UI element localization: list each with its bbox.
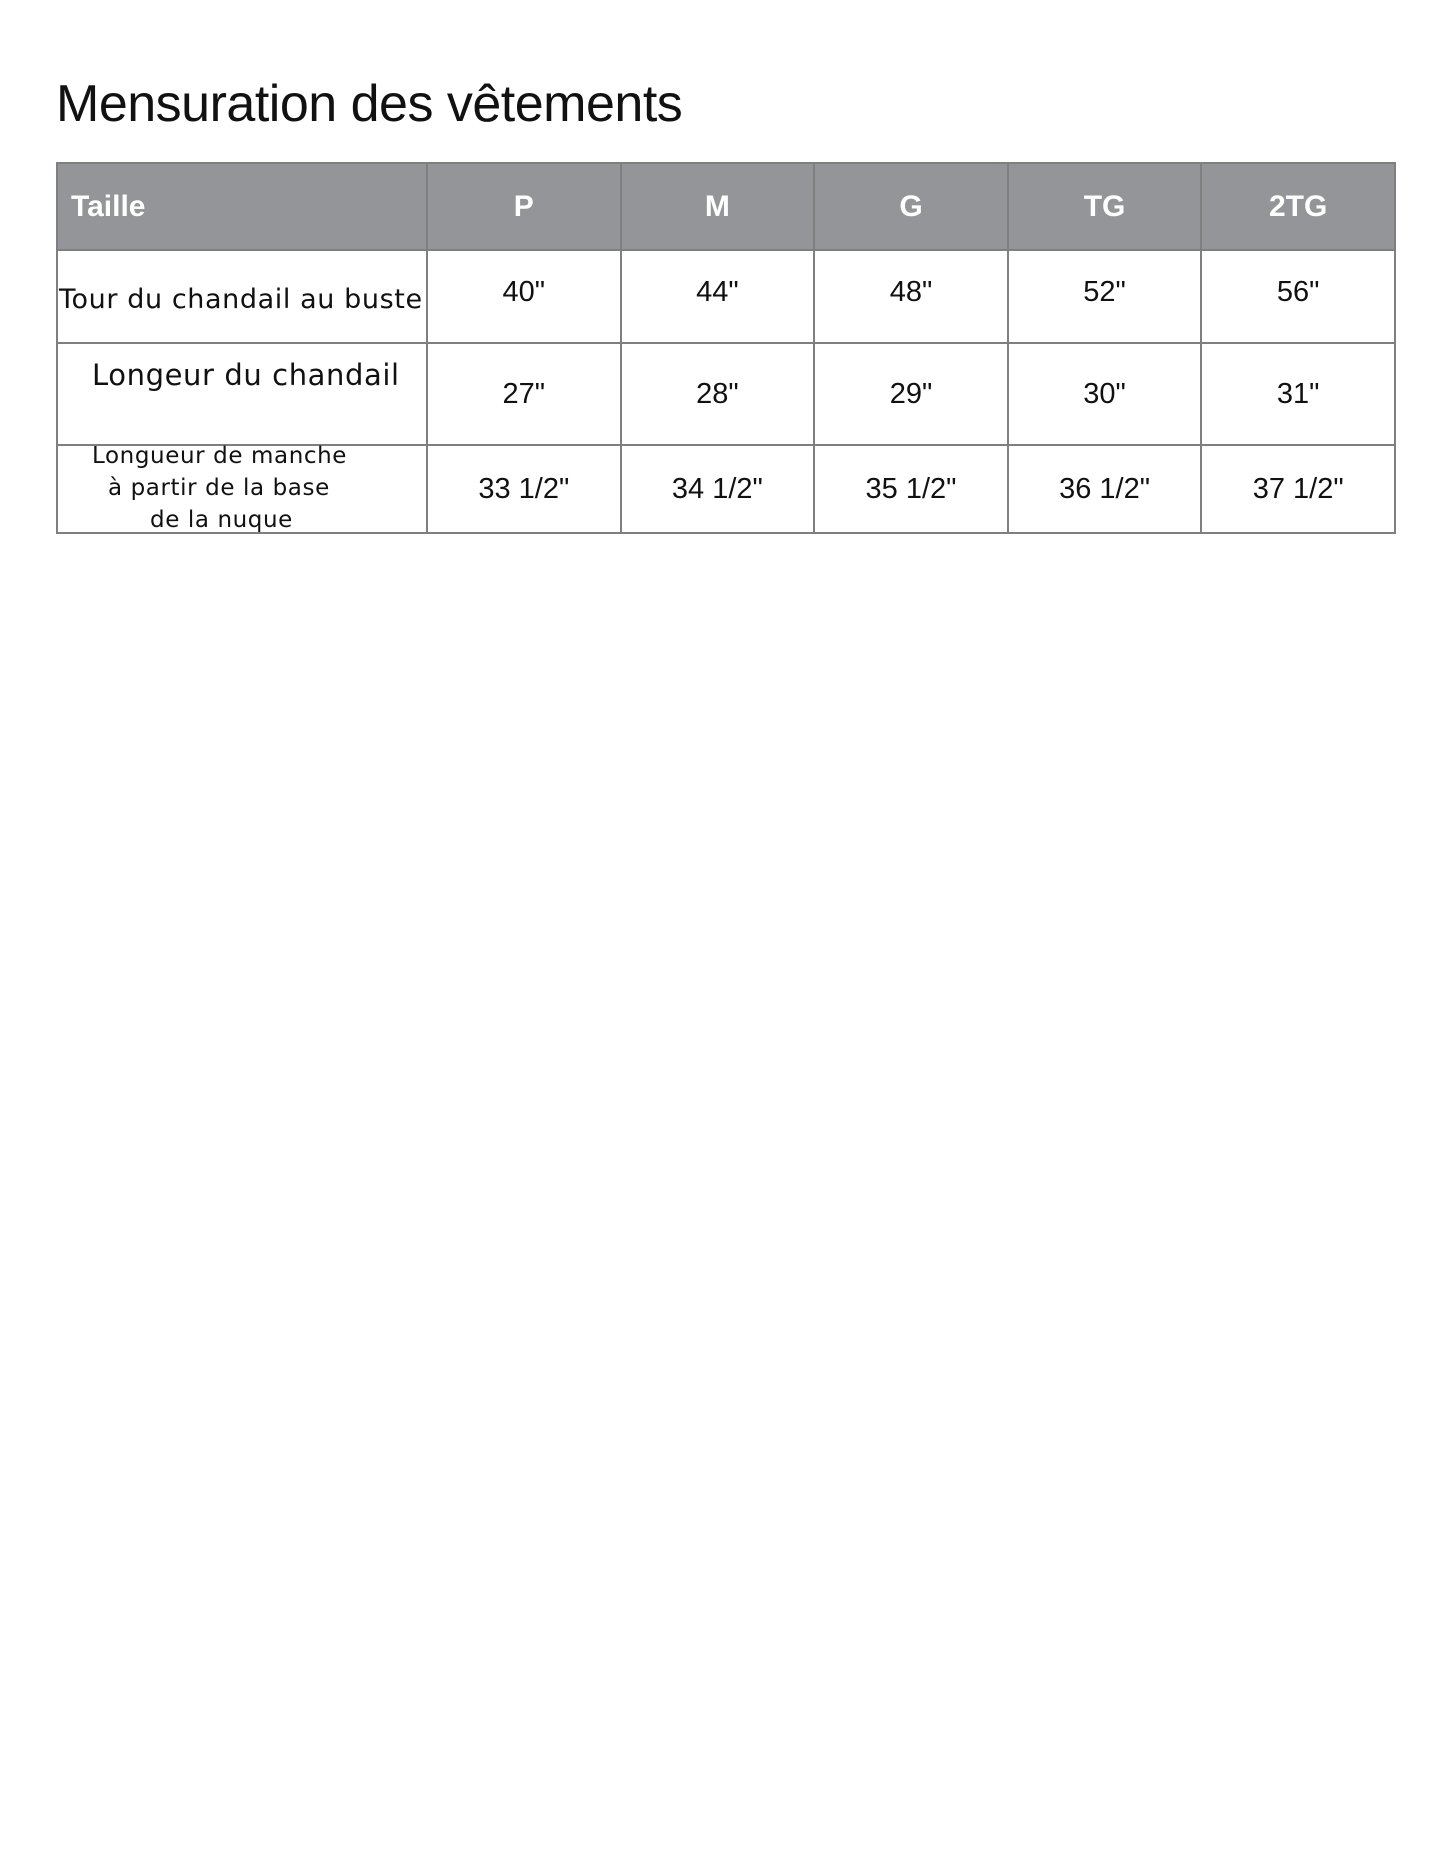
table-cell: 27" xyxy=(427,343,621,445)
header-size-2tg: 2TG xyxy=(1201,163,1395,250)
table-cell: 29" xyxy=(814,343,1008,445)
table-cell: 44" xyxy=(621,250,815,343)
page-title: Mensuration des vêtements xyxy=(56,75,683,133)
table-cell: 40" xyxy=(427,250,621,343)
table-cell: 36 1/2" xyxy=(1008,445,1202,533)
sleeve-label-line: de la nuque xyxy=(150,507,293,533)
table-cell: 33 1/2" xyxy=(427,445,621,533)
header-size-g: G xyxy=(814,163,1008,250)
sleeve-label-block xyxy=(58,443,426,533)
table-cell: 56" xyxy=(1201,250,1395,343)
table-cell: 52" xyxy=(1008,250,1202,343)
table-row xyxy=(57,250,1395,343)
table-cell: 30" xyxy=(1008,343,1202,445)
table-cell: 35 1/2" xyxy=(814,445,1008,533)
size-chart-table xyxy=(56,162,1396,534)
row-label-bust: Tour du chandail au buste xyxy=(57,250,427,343)
table-cell: 37 1/2" xyxy=(1201,445,1395,533)
sleeve-label-line: Longueur de manche xyxy=(92,443,348,469)
sleeve-label-line: à partir de la base xyxy=(108,475,330,501)
header-size-tg: TG xyxy=(1008,163,1202,250)
table-cell: 31" xyxy=(1201,343,1395,445)
header-size-m: M xyxy=(621,163,815,250)
table-cell: 48" xyxy=(814,250,1008,343)
header-size-label: Taille xyxy=(57,163,427,250)
table-row xyxy=(57,445,1395,533)
header-size-p: P xyxy=(427,163,621,250)
table-cell: 34 1/2" xyxy=(621,445,815,533)
table-row xyxy=(57,343,1395,445)
header-row xyxy=(57,163,1395,250)
row-label-length: Longeur du chandail xyxy=(57,343,427,445)
table-cell: 28" xyxy=(621,343,815,445)
row-label-sleeve xyxy=(57,445,427,533)
